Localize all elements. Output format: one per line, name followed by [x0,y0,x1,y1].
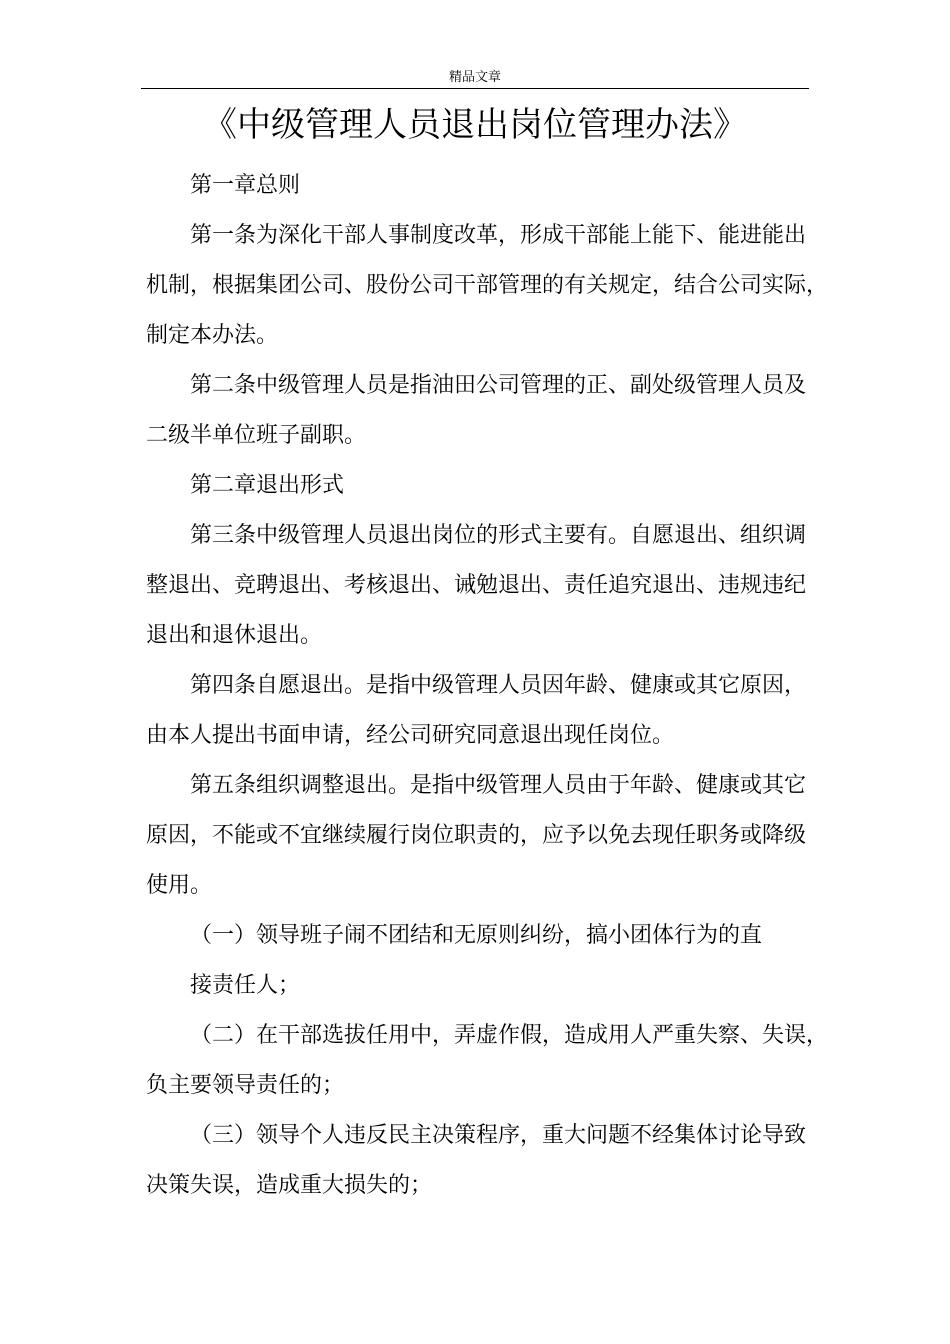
paragraph-line: 第三条中级管理人员退出岗位的形式主要有。自愿退出、组织调 [190,523,807,548]
chapter-heading: 第二章退出形式 [190,473,345,498]
paragraph-line: 制定本办法。 [146,323,279,348]
paragraph-line: 第五条组织调整退出。是指中级管理人员由于年龄、健康或其它 [190,773,807,798]
page-header-label: 精品文章 [448,70,501,85]
list-item-line: 决策失误，造成重大损失的； [146,1173,433,1198]
paragraph-line: 使用。 [146,873,213,898]
list-item-line: （一）领导班子闹不团结和无原则纠纷，搞小团体行为的直 [190,923,763,948]
list-item-line: （二）在干部选拔任用中，弄虚作假，造成用人严重失察、失误， [190,1023,829,1048]
paragraph-line: 机制，根据集团公司、股份公司干部管理的有关规定，结合公司实际， [146,273,829,298]
list-item-line: （三）领导个人违反民主决策程序，重大问题不经集体讨论导致 [190,1123,807,1148]
paragraph-line: 第二条中级管理人员是指油田公司管理的正、副处级管理人员及 [190,373,807,398]
paragraph-line: 第一条为深化干部人事制度改革，形成干部能上能下、能进能出 [190,223,807,248]
paragraph-line: 退出和退休退出。 [146,623,323,648]
paragraph-line: 由本人提出书面申请，经公司研究同意退出现任岗位。 [146,723,675,748]
chapter-heading: 第一章总则 [190,173,301,198]
document-title: 《中级管理人员退出岗位管理办法》 [203,105,747,145]
list-item-line: 负主要领导责任的； [146,1073,345,1098]
list-item-line: 接责任人； [190,973,301,998]
paragraph-line: 第四条自愿退出。是指中级管理人员因年龄、健康或其它原因， [190,673,807,698]
paragraph-line: 原因，不能或不宜继续履行岗位职责的，应予以免去现任职务或降级 [146,823,807,848]
paragraph-line: 二级半单位班子副职。 [146,423,367,448]
header-divider [141,88,809,89]
paragraph-line: 整退出、竞聘退出、考核退出、诫勉退出、责任追究退出、违规违纪 [146,573,807,598]
